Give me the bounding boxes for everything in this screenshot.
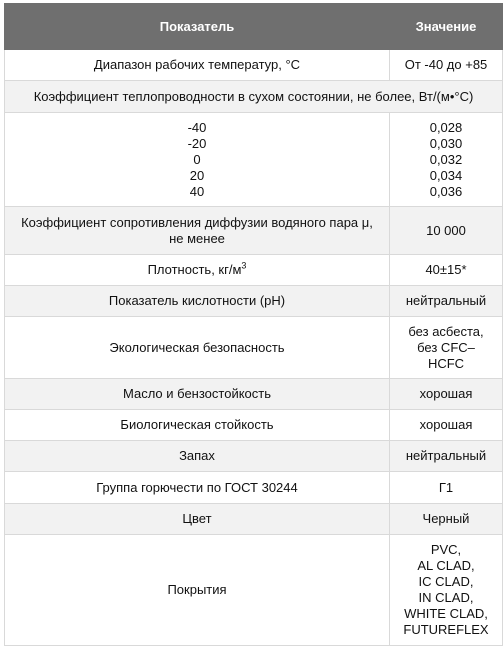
density-label: Плотность, кг/м xyxy=(147,262,242,277)
row-parameter: Коэффициент сопротивления диффузии водяного пара μ, не менее xyxy=(5,207,390,255)
temperature-value: 40 xyxy=(189,183,205,199)
coating-item: FUTUREFLEX xyxy=(403,622,489,637)
table-row xyxy=(5,410,503,441)
table-row xyxy=(5,207,503,255)
row-value: хорошая xyxy=(390,410,503,441)
spec-table xyxy=(4,3,503,646)
row-parameter: Группа горючести по ГОСТ 30244 xyxy=(5,472,390,504)
table-row xyxy=(5,504,503,535)
table-row xyxy=(5,255,503,286)
table-row xyxy=(5,113,503,207)
table-row xyxy=(5,441,503,472)
temperature-value: 0 xyxy=(193,151,201,167)
row-value: Черный xyxy=(390,504,503,535)
temperature-value: -20 xyxy=(187,135,207,151)
coating-item: WHITE CLAD, xyxy=(404,606,488,621)
value-line: без CFC– xyxy=(417,339,475,355)
table-row xyxy=(5,286,503,317)
coating-item: PVC, xyxy=(430,542,462,557)
conductivity-value: 0,032 xyxy=(429,151,463,167)
conductivity-value: 0,030 xyxy=(429,135,463,151)
table-row xyxy=(5,317,503,379)
row-parameter: Покрытия xyxy=(5,535,390,646)
value-line: без асбеста, xyxy=(408,323,484,339)
row-parameter xyxy=(5,113,390,207)
row-value xyxy=(390,317,503,379)
table-row xyxy=(5,379,503,410)
table-row xyxy=(5,472,503,504)
row-parameter xyxy=(5,255,390,286)
row-value: нейтральный xyxy=(390,286,503,317)
density-superscript: 3 xyxy=(241,260,247,271)
coating-item: AL CLAD, xyxy=(417,558,475,573)
header-value: Значение xyxy=(390,4,503,50)
temperature-value: -40 xyxy=(187,119,207,135)
table-row xyxy=(5,50,503,81)
row-parameter: Показатель кислотности (pH) xyxy=(5,286,390,317)
coating-item: IC CLAD, xyxy=(418,574,474,589)
row-parameter: Биологическая стойкость xyxy=(5,410,390,441)
table-header-row xyxy=(5,4,503,50)
row-value: От -40 до +85 xyxy=(390,50,503,81)
header-parameter: Показатель xyxy=(5,4,390,50)
row-parameter: Диапазон рабочих температур, °C xyxy=(5,50,390,81)
row-value: хорошая xyxy=(390,379,503,410)
temperature-value: 20 xyxy=(189,167,205,183)
row-value xyxy=(390,113,503,207)
row-parameter: Запах xyxy=(5,441,390,472)
row-parameter: Масло и бензостойкость xyxy=(5,379,390,410)
table-row xyxy=(5,81,503,113)
row-value: Г1 xyxy=(390,472,503,504)
table-row xyxy=(5,535,503,646)
value-line: HCFC xyxy=(427,355,465,371)
coating-item: IN CLAD, xyxy=(418,590,474,605)
conductivity-value: 0,034 xyxy=(429,167,463,183)
conductivity-value: 0,036 xyxy=(429,183,463,199)
row-value: 40±15* xyxy=(390,255,503,286)
row-value: нейтральный xyxy=(390,441,503,472)
row-parameter: Цвет xyxy=(5,504,390,535)
conductivity-value: 0,028 xyxy=(429,119,463,135)
row-value xyxy=(390,535,503,646)
row-parameter: Экологическая безопасность xyxy=(5,317,390,379)
row-value: 10 000 xyxy=(390,207,503,255)
row-section-title: Коэффициент теплопроводности в сухом состоянии, не более, Вт/(м•°С) xyxy=(5,81,503,113)
